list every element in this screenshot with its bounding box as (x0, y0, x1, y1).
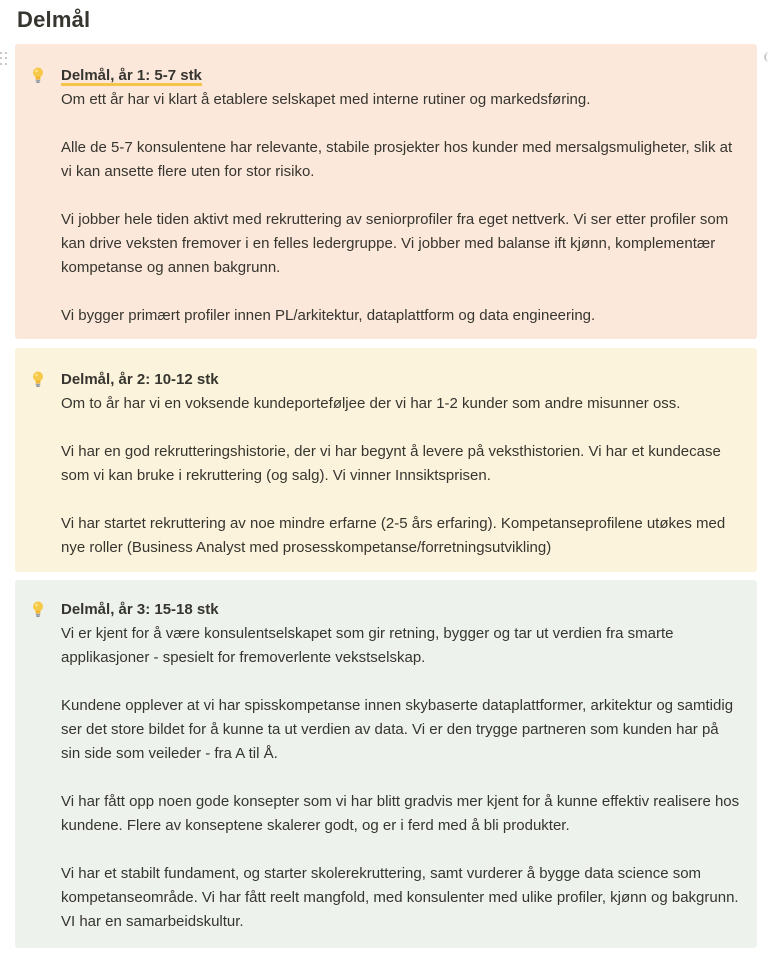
callout-paragraph: Vi jobber hele tiden aktivt med rekruttering av seniorprofiler fra eget nettverk. Vi ser etter profiler som kan drive veksten fremover i en felles ledergruppe. Vi jobber med balanse ift kjønn, komplementær kompetanse og annen bakgrunn. (61, 211, 729, 276)
callout-heading: Delmål, år 2: 10-12 stk (61, 371, 219, 388)
lightbulb-icon[interactable] (31, 600, 45, 618)
lightbulb-icon[interactable] (31, 370, 45, 388)
page-title: Delmål (17, 7, 91, 32)
callout-paragraph: Vi har en god rekrutteringshistorie, der vi har begynt å levere på veksthistorien. Vi har et kundecase som vi kan bruke i rekruttering (og salg). Vi vinner Innsiktsprisen. (61, 443, 721, 484)
callout-year-1[interactable] (15, 44, 757, 339)
callout-year-2[interactable] (15, 348, 757, 572)
comment-edge-icon (764, 52, 768, 62)
drag-handle-icon[interactable] (0, 52, 10, 66)
callout-paragraph: Vi har et stabilt fundament, og starter skolerekruttering, samt vurderer å bygge data science som kompetanseområde. Vi har fått reelt mangfold, med konsulenter med ulike profiler, kjønn og bakgrunn. VI har en samarbeidskultur. (61, 865, 739, 930)
callout-paragraph: Om ett år har vi klart å etablere selskapet med interne rutiner og markedsføring. (61, 91, 591, 108)
callout-paragraph: Vi har startet rekruttering av noe mindre erfarne (2-5 års erfaring). Kompetanseprofilene utøkes med nye roller (Business Analyst med prosesskompetanse/forretningsutvikling) (61, 515, 726, 556)
callout-paragraph: Vi er kjent for å være konsulentselskapet som gir retning, bygger og tar ut verdien fra smarte applikasjoner - spesielt for fremoverlente vekstselskap. (61, 625, 674, 666)
callout-paragraph: Vi bygger primært profiler innen PL/arkitektur, dataplattform og data engineering. (61, 307, 596, 324)
callout-paragraph: Alle de 5-7 konsulentene har relevante, stabile prosjekter hos kunder med mersalgsmuligheter, slik at vi kan ansette flere uten for stor risiko. (61, 139, 733, 180)
callout-heading: Delmål, år 1: 5-7 stk (61, 67, 202, 84)
lightbulb-icon[interactable] (31, 66, 45, 84)
callout-year-3[interactable] (15, 580, 757, 948)
callout-paragraph: Kundene opplever at vi har spisskompetanse innen skybaserte dataplattformer, arkitektur og samtidig ser det store bildet for å kunne ta ut verdien av data. Vi er den trygge partneren som kunden har på sin side som veileder - fra A til Å. (61, 697, 734, 762)
callout-paragraph: Om to år har vi en voksende kundeporteføljee der vi har 1-2 kunder som andre misunner oss. (61, 395, 681, 412)
callout-paragraph: Vi har fått opp noen gode konsepter som vi har blitt gradvis mer kjent for å kunne effektiv realisere hos kundene. Flere av konseptene skalerer godt, og er i ferd med å bli produkter. (61, 793, 740, 834)
callout-heading: Delmål, år 3: 15-18 stk (61, 601, 219, 618)
